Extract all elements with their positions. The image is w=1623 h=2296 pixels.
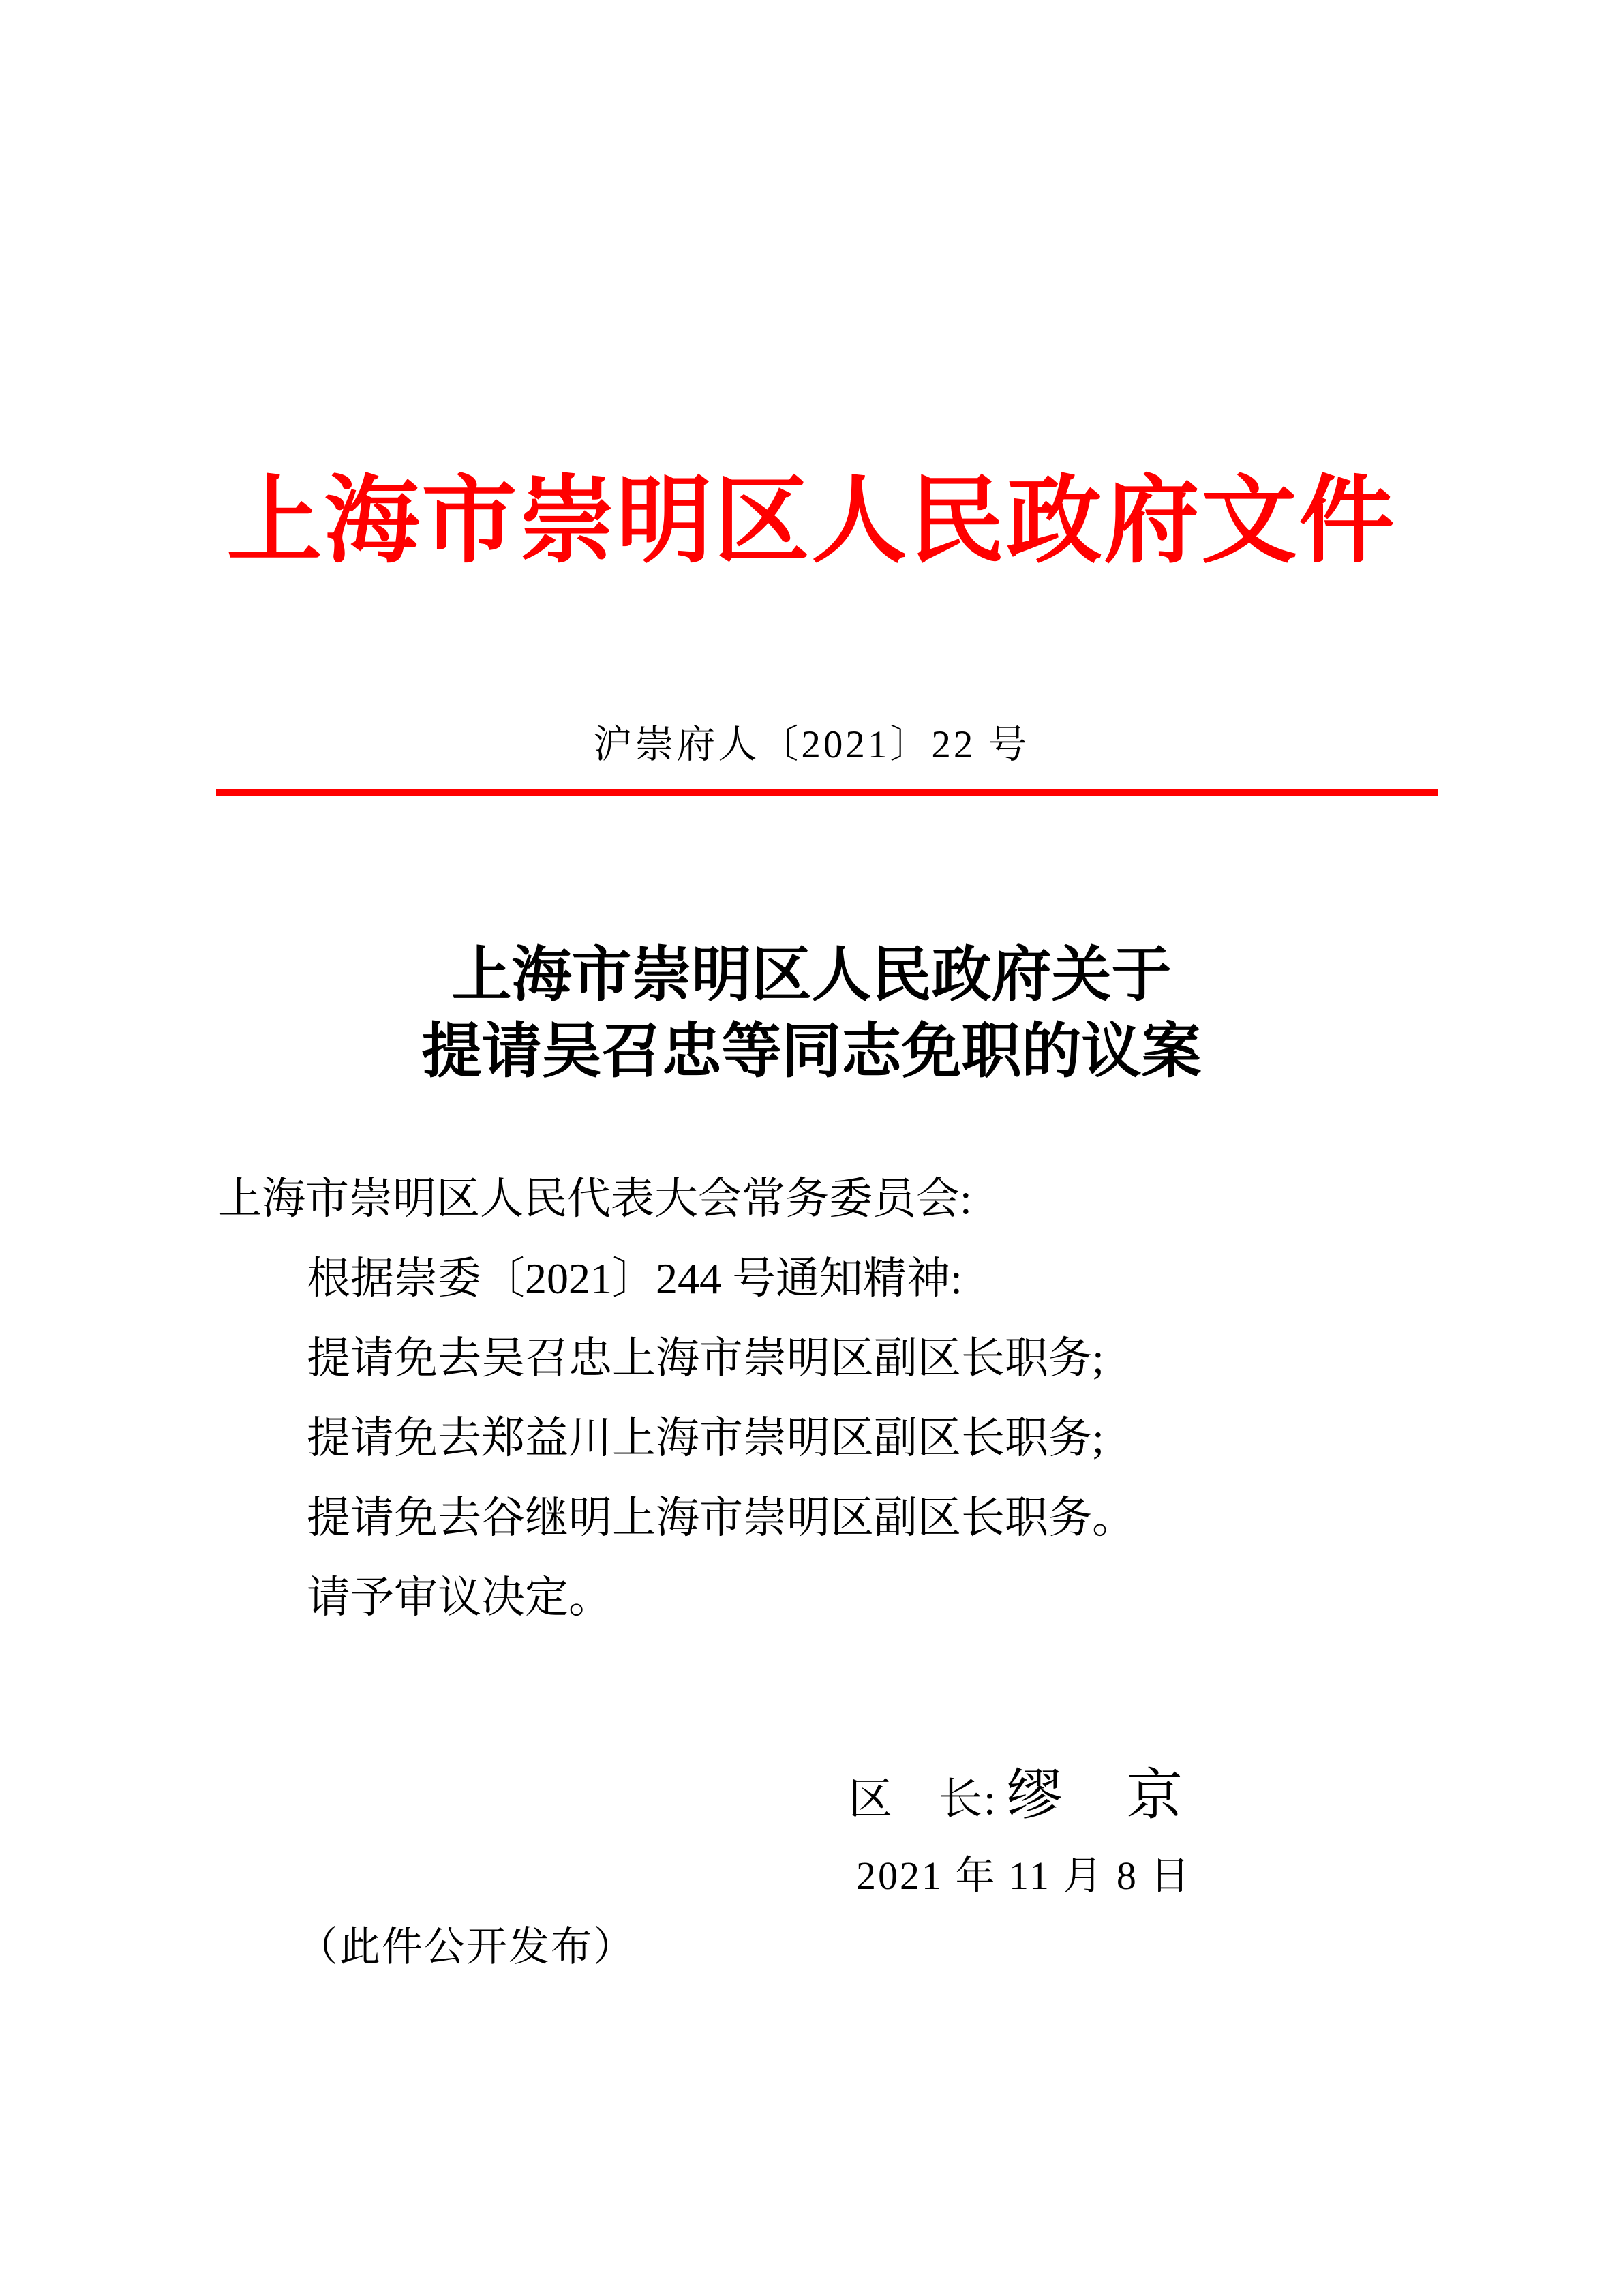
document-reference-number: 沪崇府人〔2021〕22 号 bbox=[593, 723, 1030, 766]
body-paragraph: 请予审议决定。 bbox=[307, 1573, 612, 1622]
body-paragraph: 提请免去谷继明上海市崇明区副区长职务。 bbox=[307, 1494, 1136, 1542]
document-title-line-1: 上海市崇明区人民政府关于 bbox=[451, 943, 1172, 1009]
red-separator-rule bbox=[216, 789, 1438, 796]
document-title bbox=[0, 938, 1623, 1091]
document-body bbox=[218, 1159, 1445, 1637]
addressee-line: 上海市崇明区人民代表大会常务委员会: bbox=[218, 1175, 972, 1223]
signature-block bbox=[849, 1751, 1187, 1830]
body-paragraph: 提请免去吴召忠上海市崇明区副区长职务; bbox=[307, 1334, 1104, 1383]
public-release-note: （此件公开发布） bbox=[297, 1924, 635, 1969]
signer-name: 缪 京 bbox=[1006, 1764, 1187, 1826]
signature-date: 2021 年 11 月 8 日 bbox=[856, 1854, 1192, 1898]
signer-role-label: 区 长: bbox=[849, 1775, 997, 1824]
body-paragraph: 根据崇委〔2021〕244 号通知精神: bbox=[307, 1254, 962, 1303]
body-paragraph: 提请免去郑益川上海市崇明区副区长职务; bbox=[307, 1414, 1104, 1462]
document-title-line-2: 提请吴召忠等同志免职的议案 bbox=[421, 1019, 1202, 1085]
red-letterhead-title: 上海市崇明区人民政府文件 bbox=[226, 469, 1397, 575]
